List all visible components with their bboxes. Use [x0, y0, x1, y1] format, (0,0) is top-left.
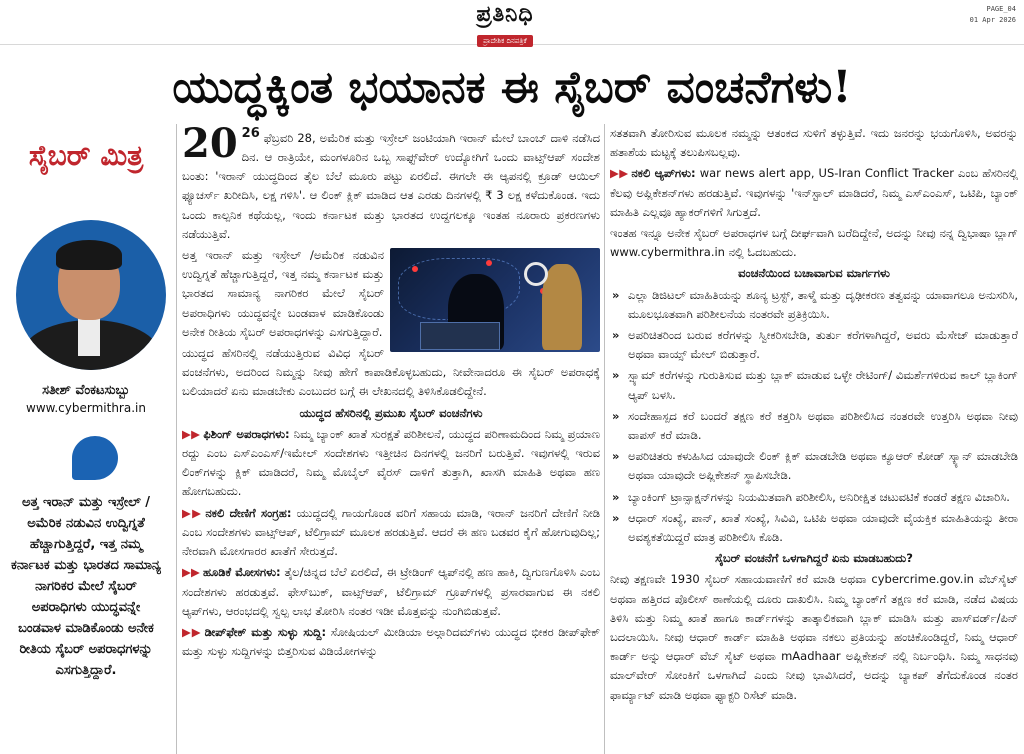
column-divider	[604, 124, 605, 754]
author-website[interactable]: www.cybermithra.in	[26, 401, 146, 415]
page-info	[970, 4, 1016, 26]
guillemet-bullet-icon: »	[612, 510, 620, 525]
scam-item-title: ಫಿಶಿಂಗ್ ಅಪರಾಧಗಳು:	[203, 426, 290, 441]
page-label: PAGE_04	[986, 5, 1016, 13]
cyber-crime-illustration	[390, 248, 600, 352]
article-paragraph-3: ಯುದ್ಧದ ಹೆಸರಿನಲ್ಲಿ ನಡೆಯುತ್ತಿರುವ ವಿವಿಧ ಸೈಬರ್ ವಂಚನೆಗಳು, ಅದರಿಂದ ನಿಮ್ಮನ್ನು ನೀವು ಹೇಗೆ ಕಾಪಾಡಿಕೊಳ್ಳಬಹುದು, ನೀವೇನಾದರೂ ಈ ಸೈಬರ್ ಅಪರಾಧಕ್ಕೆ ಬಲಿಯಾದರೆ ಏನು ಮಾಡಬೇಕು ಎಂಬುದರ ಬಗ್ಗೆ ಈ ಲೇಖನದಲ್ಲಿ ತಿಳಿಸಿಕೊಡಲಿದ್ದೇನೆ.	[182, 346, 600, 399]
section-subheading: ಯುದ್ಧದ ಹೆಸರಿನಲ್ಲಿ ಪ್ರಮುಖ ಸೈಬರ್ ವಂಚನೆಗಳು	[299, 405, 483, 420]
list-item-text: ಅಪರಿಚಿತರು ಕಳುಹಿಸಿದ ಯಾವುದೇ ಲಿಂಕ್ ಕ್ಲಿಕ್ ಮಾಡಬೇಡಿ ಅಥವಾ ಕ್ಯೂಆರ್ ಕೋಡ್ ಸ್ಕ್ಯಾನ್ ಮಾಡಬೇಡಿ ಅಥವಾ ಯಾವುದೇ ಅಪ್ಲಿಕೇಶನ್ ಸ್ಥಾಪಿಸಬೇಡಿ.	[628, 449, 1018, 483]
scam-item-text: ನಿಮ್ಮ ಬ್ಯಾಂಕ್ ಖಾತೆ ಸುರಕ್ಷತೆ ಪರಿಶೀಲನೆ, ಯುದ್ಧದ ಪರಿಣಾಮದಿಂದ ನಿಮ್ಮ ಪ್ರಯಾಣ ರದ್ದು ಎಂಬ ಎಸ್‌ಎಂಎಸ್/ಇಮೇಲ್ ಸಂದೇಶಗಳು ಇತ್ತೀಚಿನ ದಿನಗಳಲ್ಲಿ ಜನರಿಗೆ ಬರುತ್ತಿವೆ. ಇವುಗಳಲ್ಲಿ ಇರುವ ಲಿಂಕ್‌ಗಳನ್ನು ಕ್ಲಿಕ್ ಮಾಡಿದರೆ, ನಿಮ್ಮ ಮೊಬೈಲ್ ವೈರಸ್ ದಾಳಿಗೆ ತುತ್ತಾಗಿ, ಖಾಸಗಿ ಮಾಹಿತಿ ಅಥವಾ ಹಣ ಹೋಗಬಹುದು.	[182, 426, 600, 499]
article-right-paragraph-1: ಸತತವಾಗಿ ತೋರಿಸುವ ಮೂಲಕ ನಮ್ಮನ್ನು ಆತಂಕದ ಸುಳಿಗೆ ತಳ್ಳುತ್ತಿವೆ. ಇದು ಜನರನ್ನು ಭಯಗೊಳಿಸಿ, ಅವರನ್ನು ಹತಾಶೆಯ ಮಟ್ಟಕ್ಕೆ ತಲುಪಿಸಬಲ್ಲವು.	[610, 126, 1018, 160]
scam-item	[182, 425, 600, 502]
author-photo-shirt	[78, 316, 100, 356]
masthead	[0, 0, 1024, 45]
guillemet-bullet-icon: »	[612, 408, 620, 423]
scam-item-text: ಸೋಷಿಯಲ್ ಮೀಡಿಯಾ ಅಲ್ಗಾರಿದಮ್‌ಗಳು ಯುದ್ಧದ ಭೀಕರ ಡೀಪ್‌ಫೇಕ್ ಮತ್ತು ಸುಳ್ಳು ಸುದ್ದಿಗಳನ್ನು ಬಿತ್ತರಿಸುವ ವಿಡಿಯೋಗಳನ್ನು	[182, 624, 601, 659]
guillemet-bullet-icon: »	[612, 368, 620, 383]
list-item-text: ಎಲ್ಲಾ ಡಿಜಿಟಲ್ ಮಾಹಿತಿಯನ್ನು ಶೂನ್ಯ ಟ್ರಸ್ಟ್, ತಾಳ್ಮೆ ಮತ್ತು ದೃಢೀಕರಣ ತತ್ವವನ್ನು ಯಾವಾಗಲೂ ಅನುಸರಿಸಿ, ಮೂಲಭೂತವಾಗಿ ಪರಿಶೀಲನೆಯ ನಂತರವೇ ಪ್ರತಿಕ್ರಿಯಿಸಿ.	[628, 287, 1018, 321]
scam-item-text: ಯುದ್ಧದಲ್ಲಿ ಗಾಯಗೊಂಡ ವರಿಗೆ ಸಹಾಯ ಮಾಡಿ, ಇರಾನ್ ಜನರಿಗೆ ದೇಣಿಗೆ ನೀಡಿ ಎಂಬ ಸಂದೇಶಗಳು ವಾಟ್ಸ್‌ಆಪ್, ಟೆಲಿಗ್ರಾಮ್ ಮೂಲಕ ಹರಡುತ್ತಿವೆ. ಆದರೆ ಈ ಹಣ ಬಡವರ ಕೈಗೆ ಹೋಗುವುದಿಲ್ಲ; ನೇರವಾಗಿ ಮೋಸಗಾರರ ಖಾತೆಗೆ ಸೇರುತ್ತದೆ.	[182, 505, 600, 559]
newspaper-tagline: ಪ್ರಾದೇಶಿಕ ದಿನಪತ್ರಿಕೆ	[477, 35, 533, 47]
alert-dot-icon	[486, 260, 492, 266]
quote-mark-icon	[72, 436, 118, 480]
double-triangle-marker-icon: ▶▶	[610, 166, 629, 181]
page-date: 01 Apr 2026	[969, 16, 1016, 24]
scam-item-text: ತೈಲ/ಚಿನ್ನದ ಬೆಲೆ ಏರಲಿದೆ, ಈ ಟ್ರೇಡಿಂಗ್ ಆ್ಯಪ್‌ನಲ್ಲಿ ಹಣ ಹಾಕಿ, ದ್ವಿಗುಣಗೊಳಿಸಿ ಎಂಬ ಸಂದೇಶಗಳು ಹರಡುತ್ತವೆ. ಫೇಸ್‌ಬುಕ್, ವಾಟ್ಸ್‌ಆಪ್, ಟೆಲಿಗ್ರಾಮ್ ಗ್ರೂಪ್‌ಗಳಲ್ಲಿ ಪ್ರಸಾರವಾಗುವ ಈ ನಕಲಿ ಆ್ಯಪ್‌ಗಳು, ಆರಂಭದಲ್ಲಿ ಸ್ವಲ್ಪ ಲಾಭ ತೋರಿಸಿ ನಂತರ ಇಡೀ ಮೊತ್ತವನ್ನು ನುಂಗಿಬಿಡುತ್ತವೆ.	[182, 565, 601, 618]
scam-item-title: ಹೂಡಿಕೆ ಮೋಸಗಳು:	[202, 565, 281, 580]
double-triangle-marker-icon: ▶▶	[182, 624, 202, 639]
list-item-text: ಸ್ಪ್ಯಾಮ್ ಕರೆಗಳನ್ನು ಗುರುತಿಸುವ ಮತ್ತು ಬ್ಲಾಕ್ ಮಾಡುವ ಒಳ್ಳೇ ರೇಟಿಂಗ್/ ವಿಮರ್ಶೆಗಳಿರುವ ಕಾಲ್ ಬ್ಲಾಕಿಂಗ್ ಆ್ಯಪ್ ಬಳಸಿ.	[628, 368, 1018, 402]
double-triangle-marker-icon: ▶▶	[182, 505, 203, 520]
list-item	[610, 447, 1018, 485]
guillemet-bullet-icon: »	[612, 328, 620, 343]
author-name: ಸತೀಶ್ ವೆಂಕಟಸುಬ್ಬು	[42, 383, 130, 398]
column-sidebar	[0, 124, 172, 754]
article-column-2	[610, 124, 1018, 707]
article-paragraph-1	[182, 120, 601, 244]
page-headline: ಯುದ್ಧಕ್ಕಿಂತ ಭಯಾನಕ ಈ ಸೈಬರ್ ವಂಚನೆಗಳು!	[172, 62, 852, 113]
author-photo-hair	[56, 240, 122, 270]
newspaper-title: ಪ್ರತಿನಿಧಿ	[476, 2, 534, 27]
column-divider	[176, 124, 177, 754]
safety-tips-list	[610, 286, 1018, 548]
scam-item-text: war news alert app, US-Iran Conflict Tracker ಎಂಬ ಹೆಸರಿನಲ್ಲಿ ಕೆಲವು ಅಪ್ಲಿಕೇಶನ್‌ಗಳು ಹರಡುತ್ತಿವೆ. ಇವುಗಳನ್ನು 'ಇನ್‌ಸ್ಟಾಲ್ ಮಾಡಿದರೆ, ನಿಮ್ಮ ಎಸ್‌ಎಂಎಸ್, ಒಟಿಪಿ, ಬ್ಯಾಂಕ್ ಮಾಹಿತಿ ಎಲ್ಲವೂ ಹ್ಯಾಕರ್‌ಗಳಿಗೆ ಸಿಗುತ್ತದೆ.	[610, 166, 1018, 219]
police-officer-figure	[542, 264, 582, 350]
article-paragraph-1-text: ಫೆಬ್ರವರಿ 28, ಅಮೆರಿಕ ಮತ್ತು ಇಸ್ರೇಲ್ ಜಂಟಿಯಾಗಿ ಇರಾನ್ ಮೇಲೆ ಬಾಂಬ್ ದಾಳಿ ನಡೆಸಿದ ದಿನ. ಆ ರಾತ್ರಿಯೇ, ಮಂಗಳೂರಿನ ಒಬ್ಬ ಸಾಫ್ಟ್‌ವೇರ್ ಉದ್ಯೋಗಿಗೆ ಒಂದು ವಾಟ್ಸ್‌ಆಪ್ ಸಂದೇಶ ಬಂತು: 'ಇರಾನ್ ಯುದ್ಧದಿಂದ ತೈಲ ಬೆಲೆ ಮೂರು ಪಟ್ಟು ಏರಲಿದೆ. ಈಗಲೇ ಈ ಆ್ಯಪನಲ್ಲಿ ಕ್ರೂಡ್ ಆಯಿಲ್ ಫ್ಯೂಚರ್ಸ್ ಖರೀದಿಸಿ, ಲಕ್ಷ ಗಳಿಸಿ'. ಆ ಲಿಂಕ್ ಕ್ಲಿಕ್ ಮಾಡಿದ ಆತ ಎರಡು ದಿನಗಳಲ್ಲಿ ₹ 3 ಲಕ್ಷ ಕಳೆದುಕೊಂಡ. ಇದು ಒಂದು ಕಾಲ್ಪನಿಕ ಕಥೆಯಲ್ಲ, ಇಂದು ಕರ್ನಾಟಕ ಮತ್ತು ಭಾರತದ ಉದ್ದಗಲಕ್ಕೂ ಇಂತಹ ನೂರಾರು ಪ್ರಕರಣಗಳು ನಡೆಯುತ್ತಿವೆ.	[182, 130, 601, 241]
pull-quote: ಅತ್ತ ಇರಾನ್ ಮತ್ತು ಇಸ್ರೇಲ್ /ಅಮೆರಿಕ ನಡುವಿನ ಉದ್ವಿಗ್ನತೆ ಹೆಚ್ಚಾಗುತ್ತಿದ್ದರೆ, ಇತ್ತ ನಮ್ಮ ಕರ್ನಾಟಕ ಮತ್ತು ಭಾರತದ ಸಾಮಾನ್ಯ ನಾಗರಿಕರ ಮೇಲೆ ಸೈಬರ್ ಅಪರಾಧಿಗಳು ಯುದ್ಧವನ್ನೇ ಬಂಡವಾಳ ಮಾಡಿಕೊಂಡು ಅನೇಕ ರೀತಿಯ ಸೈಬರ್ ಅಪರಾಧಗಳನ್ನು ಎಸಗುತ್ತಿದ್ದಾರೆ.	[11, 495, 161, 678]
article-paragraph-2: ಅತ್ತ ಇರಾನ್ ಮತ್ತು ಇಸ್ರೇಲ್ /ಅಮೆರಿಕ ನಡುವಿನ ಉದ್ವಿಗ್ನತೆ ಹೆಚ್ಚಾಗುತ್ತಿದ್ದರೆ, ಇತ್ತ ನಮ್ಮ ಕರ್ನಾಟಕ ಮತ್ತು ಭಾರತದ ಸಾಮಾನ್ಯ ನಾಗರಿಕರ ಮೇಲೆ ಸೈಬರ್ ಅಪರಾಧಿಗಳು ಯುದ್ಧವನ್ನೇ ಬಂಡವಾಳ ಮಾಡಿಕೊಂಡು ಅನೇಕ ರೀತಿಯ ಸೈಬರ್ ಅಪರಾಧಗಳನ್ನು ಎಸಗುತ್ತಿದ್ದಾರೆ.	[182, 248, 384, 339]
article-column-1	[182, 120, 601, 663]
article-right-paragraph-2: ಇಂತಹ ಇನ್ನೂ ಅನೇಕ ಸೈಬರ್ ಅಪರಾಧಗಳ ಬಗ್ಗೆ ದೀರ್ಘವಾಗಿ ಬರೆದಿದ್ದೇನೆ, ಅದನ್ನು ನೀವು ನನ್ನ ದ್ವಿಭಾಷಾ ಬ್ಲಾಗ್ www.cybermithra.in ನಲ್ಲಿ ಓದಬಹುದು.	[610, 226, 1018, 260]
guillemet-bullet-icon: »	[612, 287, 620, 302]
scam-item	[610, 164, 1018, 222]
list-item-text: ಬ್ಯಾಂಕಿಂಗ್ ಟ್ರಾನ್ಸಾಕ್ಷನ್‌ಗಳನ್ನು ನಿಯಮಿತವಾಗಿ ಪರಿಶೀಲಿಸಿ, ಅನಿರೀಕ್ಷಿತ ಚಟುವಟಿಕೆ ಕಂಡರೆ ತಕ್ಷಣ ವಿಚಾರಿಸಿ.	[628, 489, 1010, 504]
scam-item-title: ನಕಲಿ ದೇಣಿಗೆ ಸಂಗ್ರಹ:	[205, 505, 292, 520]
author-photo	[16, 220, 166, 370]
section-subheading: ವಂಚನೆಯಿಂದ ಬಚಾವಾಗುವ ಮಾರ್ಗಗಳು	[738, 266, 890, 281]
scam-item	[182, 623, 600, 661]
double-triangle-marker-icon: ▶▶	[182, 426, 201, 441]
scam-item-title: ಡೀಪ್‌ಫೇಕ್ ಮತ್ತು ಸುಳ್ಳು ಸುದ್ದಿ:	[204, 624, 327, 639]
dropcap: 20	[182, 120, 238, 167]
list-item-text: ಆಧಾರ್ ಸಂಖ್ಯೆ, ಪಾನ್, ಖಾತೆ ಸಂಖ್ಯೆ, ಸಿವಿವಿ, ಒಟಿಪಿ ಅಥವಾ ಯಾವುದೇ ವೈಯಕ್ತಿಕ ಮಾಹಿತಿಯನ್ನು ತೀರಾ ಅವಶ್ಯಕತೆಯಿದ್ದರೆ ಮಾತ್ರ ಪರಿಶೀಲಿಸಿ ಕೊಡಿ.	[628, 510, 1018, 545]
alert-dot-icon	[412, 266, 418, 272]
scam-item	[182, 563, 600, 621]
list-item	[610, 326, 1018, 364]
guillemet-bullet-icon: »	[612, 489, 620, 504]
list-item	[610, 488, 1018, 507]
double-triangle-marker-icon: ▶▶	[182, 565, 200, 580]
list-item	[610, 286, 1018, 324]
section-subheading: ಸೈಬರ್ ವಂಚನೆಗೆ ಒಳಗಾಗಿದ್ದರೆ ಏನು ಮಾಡಬಹುದು?	[715, 551, 913, 566]
list-item	[610, 366, 1018, 404]
guillemet-bullet-icon: »	[612, 449, 620, 464]
dropcap-superscript: 26	[241, 126, 260, 141]
scam-item	[182, 504, 600, 562]
list-item	[610, 407, 1018, 445]
article-right-paragraph-3: ನೀವು ತಕ್ಷಣವೇ 1930 ಸೈಬರ್ ಸಹಾಯವಾಣಿಗೆ ಕರೆ ಮಾಡಿ ಅಥವಾ cybercrime.gov.in ವೆಬ್‌ಸೈಟ್ ಅಥವಾ ಹತ್ತಿರದ ಪೊಲೀಸ್ ಠಾಣೆಯಲ್ಲಿ ದೂರು ದಾಖಲಿಸಿ. ನಿಮ್ಮ ಬ್ಯಾಂಕ್‌ಗೆ ತಕ್ಷಣ ಕರೆ ಮಾಡಿ, ನಡೆದ ವಿಷಯ ತಿಳಿಸಿ ಮತ್ತು ನಿಮ್ಮ ಖಾತೆ ಹಾಗೂ ಕಾರ್ಡ್‌ಗಳನ್ನು ತಾತ್ಕಾಲಿಕವಾಗಿ ಬ್ಲಾಕ್ ಮಾಡಿಸಿ ಮತ್ತು ಪಾಸ್‌ವರ್ಡ್/ಪಿನ್ ಬದಲಾಯಿಸಿ. ನೀವು ಆಧಾರ್ ಕಾರ್ಡ್ ಮಾಹಿತಿ ಅಥವಾ ನಕಲು ಪ್ರತಿಯನ್ನು ಹಂಚಿಕೊಂಡಿದ್ದರೆ, ನಿಮ್ಮ ಆಧಾರ್ ಕಾರ್ಡ್ ಅನ್ನು ಆಧಾರ್ ವೆಬ್ ಸೈಟ್ ಅಥವಾ mAadhaar ಅಪ್ಲಿಕೇಶನ್ ನಲ್ಲಿ ನಿರ್ಬಂಧಿಸಿ. ನಿಮ್ಮ ಸಾಧನವು ಮಾಲ್‌ವೇರ್ ಸೋಂಕಿಗೆ ಒಳಗಾಗಿದೆ ಎಂದು ನೀವು ಭಾವಿಸಿದರೆ, ಅದನ್ನು ಬ್ಯಾಕಪ್ ತೆಗೆದುಕೊಂಡ ನಂತರ ಫಾರ್ಮ್ಯಾಟ್ ಮಾಡಿ ಅಥವಾ ಫ್ಯಾಕ್ಟರಿ ರಿಸೆಟ್ ಮಾಡಿ.	[610, 572, 1018, 702]
scam-item-title: ನಕಲಿ ಆ್ಯಪ್‌ಗಳು:	[631, 166, 696, 181]
list-item-text: ಅಪರಿಚಿತರಿಂದ ಬರುವ ಕರೆಗಳನ್ನು ಸ್ವೀಕರಿಸಬೇಡಿ, ತುರ್ತು ಕರೆಗಳಾಗಿದ್ದರೆ, ಅವರು ಮೆಸೇಜ್ ಮಾಡುತ್ತಾರೆ ಅಥವಾ ವಾಯ್ಸ್ ಮೇಲ್ ಬಿಡುತ್ತಾರೆ.	[628, 328, 1018, 362]
column-title: ಸೈಬರ್ ಮಿತ್ರ	[28, 139, 144, 172]
list-item-text: ಸಂದೇಹಾಸ್ಪದ ಕರೆ ಬಂದರೆ ತಕ್ಷಣ ಕರೆ ಕತ್ತರಿಸಿ ಅಥವಾ ಪರಿಶೀಲಿಸಿದ ನಂತರವೇ ಉತ್ತರಿಸಿ ಅಥವಾ ನೀವು ವಾಪಸ್ ಕರೆ ಮಾಡಿ.	[628, 408, 1018, 443]
newspaper-logo	[440, 2, 570, 45]
list-item	[610, 509, 1018, 547]
laptop-screen	[420, 322, 500, 350]
magnifying-glass-icon	[524, 262, 548, 286]
